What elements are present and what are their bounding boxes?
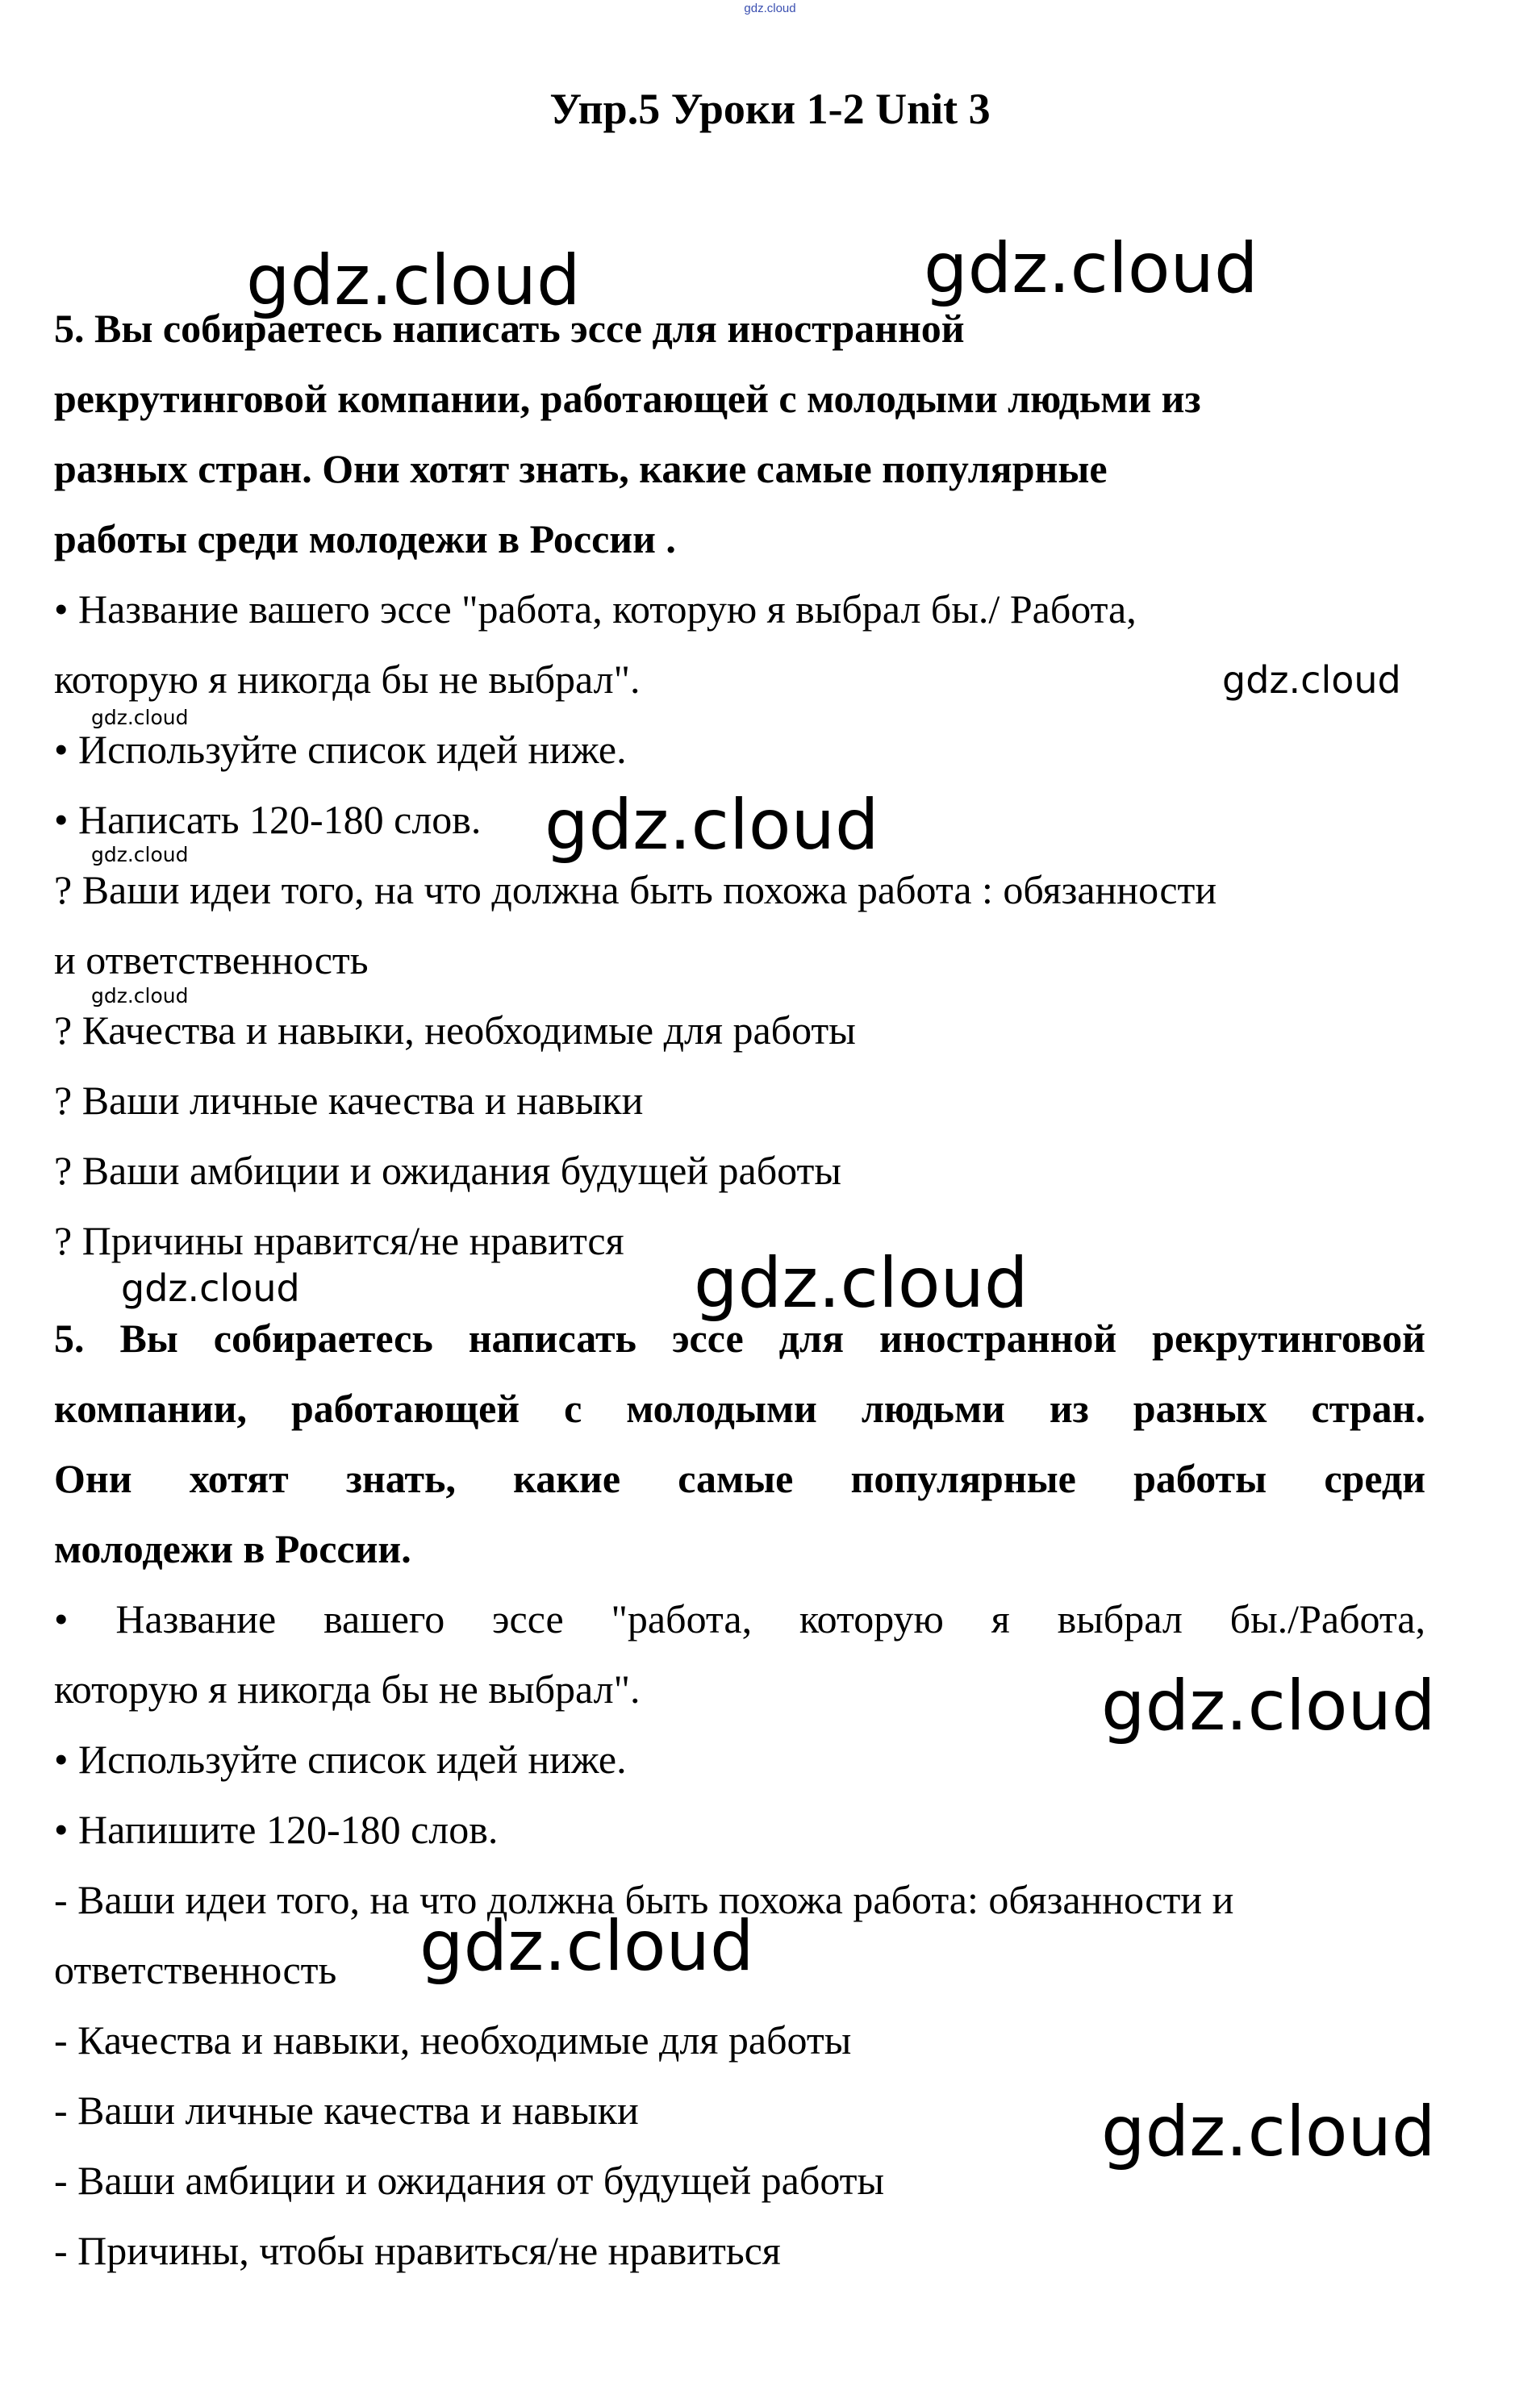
- top-watermark: gdz.cloud: [744, 2, 796, 15]
- task-1-idea-personal: ? Ваши личные качества и навыки: [54, 1078, 644, 1123]
- watermark: gdz.cloud: [694, 1243, 1029, 1324]
- task-2-idea-duties: - Ваши идеи того, на что должна быть похожа работа: обязанности и: [54, 1877, 1234, 1922]
- task-2-line-4: молодежи в России.: [54, 1526, 411, 1571]
- task-1-instruction-title: • Название вашего эссе "работа, которую я выбрал бы./ Работа,: [54, 586, 1137, 632]
- task-1-instruction-words: • Написать 120-180 слов.: [54, 797, 482, 842]
- watermark: gdz.cloud: [1101, 2092, 1436, 2172]
- task-1-instruction-ideas: • Используйте список идей ниже.: [54, 727, 627, 772]
- watermark: gdz.cloud: [246, 240, 581, 321]
- task-2-idea-ambitions: - Ваши амбиции и ожидания от будущей работы: [54, 2158, 885, 2203]
- page-title: Упр.5 Уроки 1-2 Unit 3: [549, 85, 991, 133]
- task-1-idea-duties-cont: и ответственность: [54, 937, 369, 982]
- task-2-line-2: компании, работающей с молодыми людьми из разных стран.: [54, 1386, 1425, 1431]
- watermark: gdz.cloud: [91, 843, 189, 866]
- watermark: gdz.cloud: [924, 228, 1258, 309]
- task-2-idea-reasons: - Причины, чтобы нравиться/не нравиться: [54, 2228, 781, 2273]
- task-1-line-1: 5. Вы собираетесь написать эссе для иностранной: [54, 306, 965, 351]
- watermark: gdz.cloud: [91, 706, 189, 729]
- task-1-line-3: разных стран. Они хотят знать, какие самые популярные: [54, 446, 1108, 491]
- task-1-idea-qualities: ? Качества и навыки, необходимые для работы: [54, 1007, 856, 1053]
- watermark: gdz.cloud: [1101, 1666, 1436, 1746]
- watermark: gdz.cloud: [91, 984, 189, 1007]
- task-1-instruction-title-cont: которую я никогда бы не выбрал".: [54, 657, 641, 702]
- task-1-line-2: рекрутинговой компании, работающей с молодыми людьми из: [54, 376, 1201, 421]
- task-1-line-4: работы среди молодежи в России .: [54, 516, 676, 561]
- task-2-instruction-title: • Название вашего эссе "работа, которую я выбрал бы./Работа,: [54, 1596, 1425, 1642]
- watermark: gdz.cloud: [1222, 658, 1401, 702]
- task-2-line-1: 5. Вы собираетесь написать эссе для иностранной рекрутинговой: [54, 1316, 1425, 1361]
- task-2-idea-qualities: - Качества и навыки, необходимые для работы: [54, 2017, 852, 2063]
- task-2-instruction-words: • Напишите 120-180 слов.: [54, 1807, 499, 1852]
- watermark: gdz.cloud: [545, 785, 879, 866]
- task-2-line-3: Они хотят знать, какие самые популярные работы среди: [54, 1456, 1425, 1501]
- task-1-idea-ambitions: ? Ваши амбиции и ожидания будущей работы: [54, 1148, 841, 1193]
- task-1-idea-reasons: ? Причины нравится/не нравится: [54, 1218, 624, 1263]
- task-2-idea-personal: - Ваши личные качества и навыки: [54, 2088, 639, 2133]
- watermark: gdz.cloud: [419, 1906, 754, 1987]
- task-1-idea-duties: ? Ваши идеи того, на что должна быть похожа работа : обязанности: [54, 867, 1217, 912]
- task-2-instruction-title-cont: которую я никогда бы не выбрал".: [54, 1667, 641, 1712]
- watermark: gdz.cloud: [121, 1266, 300, 1310]
- task-2-instruction-ideas: • Используйте список идей ниже.: [54, 1737, 627, 1782]
- task-2-idea-duties-cont: ответственность: [54, 1947, 337, 1992]
